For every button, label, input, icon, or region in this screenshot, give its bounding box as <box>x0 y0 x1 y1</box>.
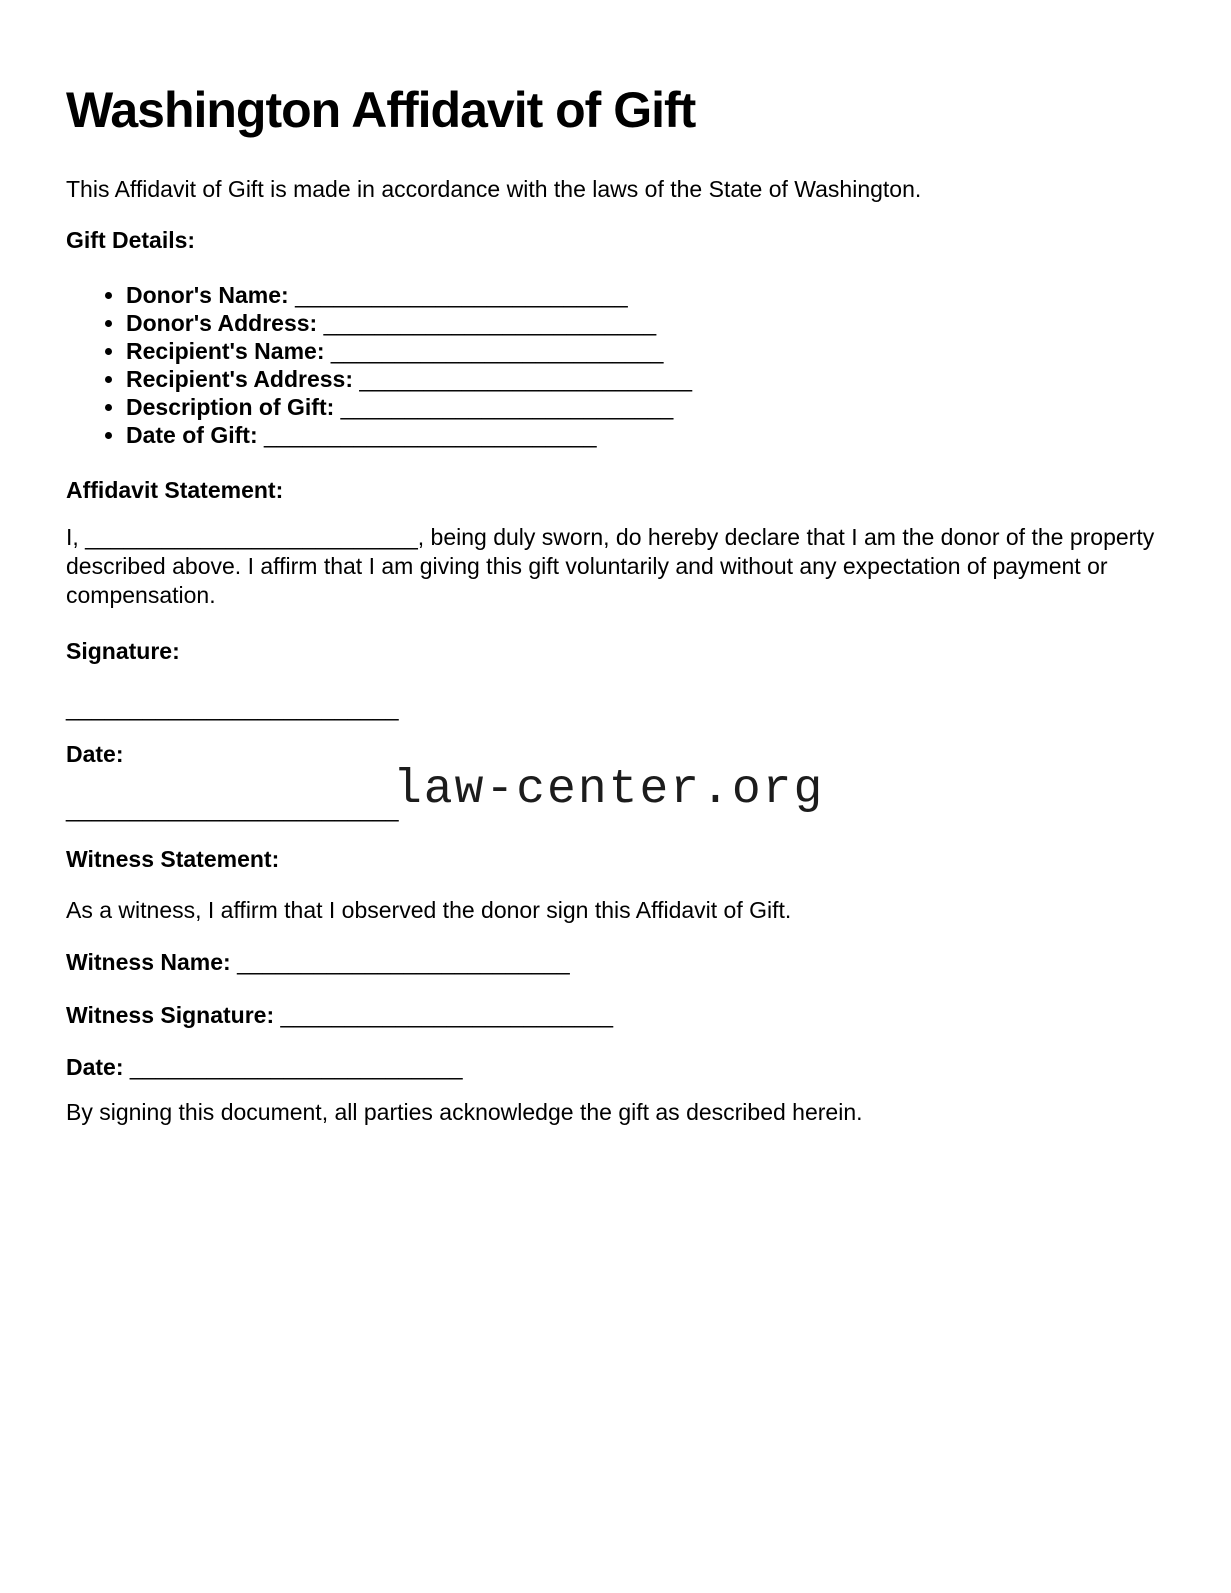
signature-line-row <box>66 694 1165 723</box>
field-label: Description of Gift: <box>126 394 335 420</box>
blank-line: __________________________ <box>295 282 628 308</box>
list-item-description-of-gift <box>126 393 1165 421</box>
blank-line: __________________________ <box>340 394 674 420</box>
field-label: Donor's Address: <box>126 310 318 336</box>
gift-details-heading: Gift Details: <box>66 227 196 253</box>
witness-statement-paragraph: As a witness, I affirm that I observed the donor sign this Affidavit of Gift. <box>66 897 792 923</box>
list-item-recipients-name <box>126 337 1165 365</box>
witness-name-row <box>66 948 1165 977</box>
witness-date-label: Date: <box>66 1054 124 1080</box>
watermark-law-center-org: law-center.org <box>393 763 825 817</box>
witness-name-blank-line: __________________________ <box>237 949 570 975</box>
document-title: Washington Affidavit of Gift <box>66 82 696 138</box>
date-blank-line: __________________________ <box>66 796 399 822</box>
field-label: Donor's Name: <box>126 282 289 308</box>
affidavit-paragraph <box>66 523 1165 610</box>
witness-signature-row <box>66 1001 1165 1030</box>
closing-paragraph: By signing this document, all parties acknowledge the gift as described herein. <box>66 1099 863 1125</box>
field-label: Date of Gift: <box>126 422 258 448</box>
witness-signature-blank-line: __________________________ <box>280 1002 614 1028</box>
blank-line: __________________________ <box>264 422 597 448</box>
witness-date-row <box>66 1053 1165 1082</box>
signature-heading: Signature: <box>66 638 180 664</box>
field-label: Recipient's Name: <box>126 338 325 364</box>
list-item-donors-name <box>126 281 1165 309</box>
blank-line: __________________________ <box>323 310 657 336</box>
affidavit-text-pre: I, <box>66 524 79 550</box>
list-item-recipients-address <box>126 365 1165 393</box>
blank-line: __________________________ <box>359 366 692 392</box>
list-item-date-of-gift <box>126 421 1165 449</box>
affidavit-text-post: , being duly sworn, do hereby declare that I am the donor of the property described above. I affirm that I am giving this gift voluntarily and without any expectation of payment or compensation. <box>66 524 1155 608</box>
witness-statement-heading: Witness Statement: <box>66 846 280 872</box>
affidavit-statement-heading: Affidavit Statement: <box>66 477 284 503</box>
witness-name-label: Witness Name: <box>66 949 231 975</box>
date-heading: Date: <box>66 741 124 767</box>
witness-date-blank-line: __________________________ <box>129 1054 463 1080</box>
list-item-donors-address <box>126 309 1165 337</box>
signature-blank-line: __________________________ <box>66 695 399 721</box>
witness-signature-label: Witness Signature: <box>66 1002 275 1028</box>
intro-paragraph: This Affidavit of Gift is made in accordance with the laws of the State of Washington. <box>66 176 922 202</box>
gift-details-list <box>66 281 1165 449</box>
field-label: Recipient's Address: <box>126 366 354 392</box>
donor-name-blank-line: __________________________ <box>85 524 418 550</box>
blank-line: __________________________ <box>330 338 664 364</box>
